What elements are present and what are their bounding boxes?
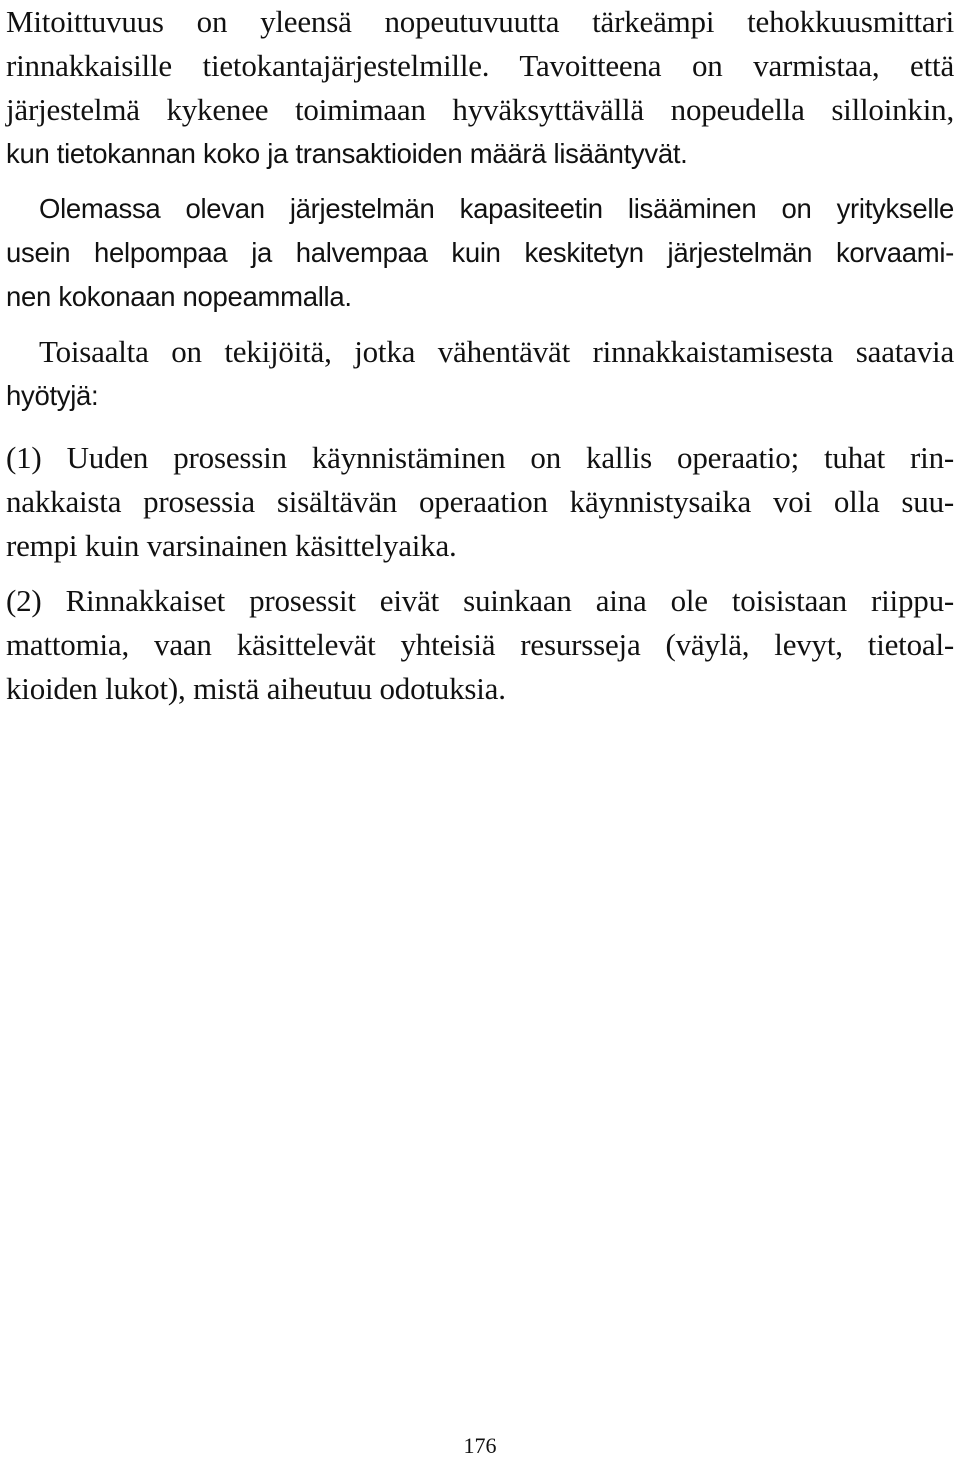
page-number: 176 [463,1433,497,1458]
text-line: Toisaalta on tekijöitä, jotka vähentävät rinnakkaistamisesta saatavia [39,334,954,369]
text-line: rempi kuin varsinainen käsittelyaika. [6,528,457,563]
paragraph-capacity [6,187,954,319]
text-line: kioiden lukot), mistä aiheutuu odotuksia. [6,671,506,706]
text-line: usein helpompaa ja halvempaa kuin keskitetyn järjestelmän korvaami- [6,237,954,268]
paragraph-limiting-factors [6,330,954,418]
text-line: Olemassa olevan järjestelmän kapasiteetin lisääminen on yritykselle [39,193,954,224]
text-line: nakkaista prosessia sisältävän operaation käynnistysaika voi olla suu- [6,484,954,519]
text-line: rinnakkaisille tietokantajärjestelmille. Tavoitteena on varmistaa, että [6,48,954,83]
document-page [6,0,954,711]
text-line: Mitoittuvuus on yleensä nopeutuvuutta tärkeämpi tehokkuusmittari [6,4,954,39]
text-line: nen kokonaan nopeammalla. [6,281,352,312]
text-line: kun tietokannan koko ja transaktioiden määrä lisääntyvät. [6,138,688,169]
text-line: mattomia, vaan käsittelevät yhteisiä resursseja (väylä, levyt, tietoal- [6,627,954,662]
text-line: (1) Uuden prosessin käynnistäminen on kallis operaatio; tuhat rin- [6,440,954,475]
paragraph-scalability [6,0,954,176]
text-line: järjestelmä kykenee toimimaan hyväksyttävällä nopeudella silloinkin, [6,92,954,127]
text-line: (2) Rinnakkaiset prosessit eivät suinkaan aina ole toisistaan riippu- [6,583,954,618]
paragraph-factor-2 [6,579,954,711]
paragraph-factor-1 [6,436,954,568]
text-line: hyötyjä: [6,380,99,411]
